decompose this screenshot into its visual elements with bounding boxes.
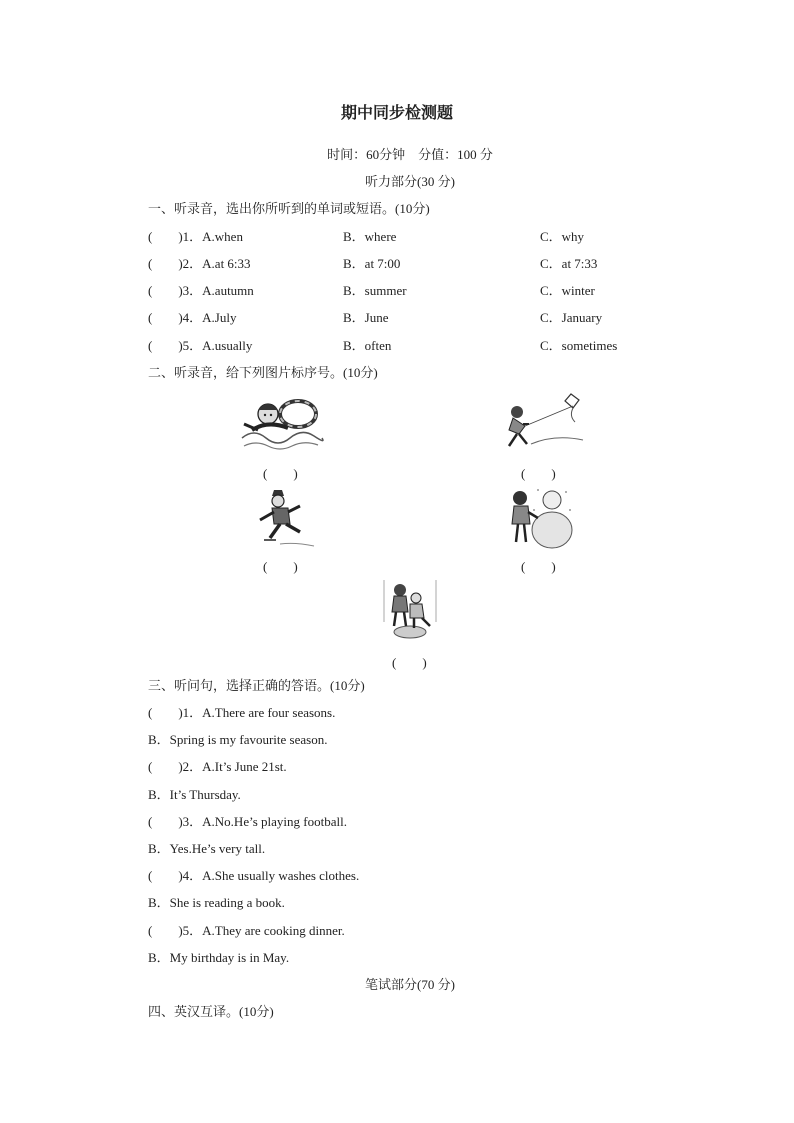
section1-q5: ( )5．A.usually: [148, 338, 253, 353]
section1-q3-option-b: B．summer: [343, 283, 407, 298]
children-playing-picture: [380, 578, 440, 642]
section3-line-6: B．Yes.He’s very tall.: [148, 841, 266, 856]
section1-q1: ( )1．A.when: [148, 229, 243, 244]
exam-meta: 时间：60分钟 分值：100 分: [327, 147, 493, 162]
section3-line-9: ( )5．A.They are cooking dinner.: [148, 923, 345, 938]
swimming-picture: [238, 390, 324, 456]
picture4-answer-blank: ( ): [521, 559, 556, 574]
section1-q2: ( )2．A.at 6:33: [148, 256, 251, 271]
picture2-answer-blank: ( ): [521, 466, 556, 481]
section1-q3: ( )3．A.autumn: [148, 283, 254, 298]
section1-q1-option-c: C．why: [540, 229, 585, 244]
section1-q4: ( )4．A.July: [148, 310, 237, 325]
section1-q2-option-c: C．at 7:33: [540, 256, 598, 271]
section1-heading: 一、听录音，选出你所听到的单词或短语。(10分): [148, 201, 430, 216]
page-title: 期中同步检测题: [340, 105, 453, 122]
section3-line-5: ( )3．A.No.He’s playing football.: [148, 814, 347, 829]
section3-line-7: ( )4．A.She usually washes clothes.: [148, 868, 360, 883]
listening-part-header: 听力部分(30 分): [365, 174, 455, 189]
snowman-picture: [508, 484, 574, 550]
section3-line-2: B．Spring is my favourite season.: [148, 732, 328, 747]
section1-q4-option-b: B．June: [343, 310, 389, 325]
section4-heading: 四、英汉互译。(10分): [148, 1004, 274, 1019]
picture3-answer-blank: ( ): [263, 559, 298, 574]
section1-q1-option-b: B．where: [343, 229, 397, 244]
section1-q5-option-c: C．sometimes: [540, 338, 618, 353]
section3-line-10: B．My birthday is in May.: [148, 950, 290, 965]
section1-q3-option-c: C．winter: [540, 283, 595, 298]
section1-q4-option-c: C．January: [540, 310, 603, 325]
kite-flying-picture: [495, 388, 587, 456]
section1-q5-option-b: B．often: [343, 338, 392, 353]
section1-q2-option-b: B．at 7:00: [343, 256, 401, 271]
section3-line-8: B．She is reading a book.: [148, 895, 285, 910]
skating-picture: [250, 486, 316, 548]
writing-part-header: 笔试部分(70 分): [365, 977, 455, 992]
picture1-answer-blank: ( ): [263, 466, 298, 481]
picture5-answer-blank: ( ): [392, 655, 427, 670]
section3-line-3: ( )2．A.It’s June 21st.: [148, 759, 287, 774]
section3-heading: 三、听问句，选择正确的答语。(10分): [148, 678, 365, 693]
section3-line-1: ( )1．A.There are four seasons.: [148, 705, 336, 720]
section3-line-4: B．It’s Thursday.: [148, 787, 241, 802]
section2-heading: 二、听录音，给下列图片标序号。(10分): [148, 365, 378, 380]
